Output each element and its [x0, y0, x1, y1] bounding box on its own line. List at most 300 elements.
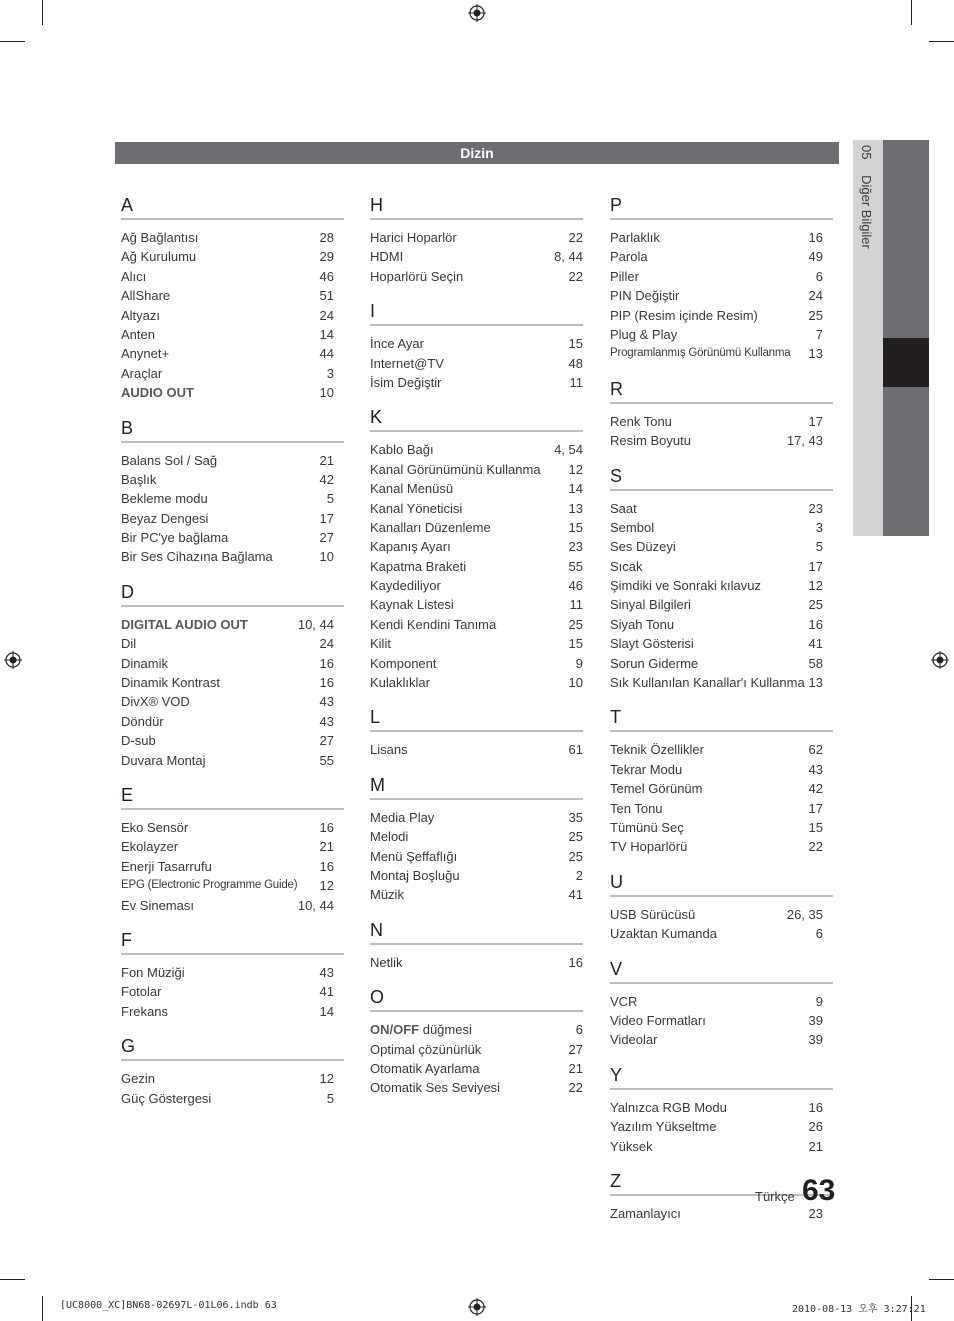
index-entry-page: 25 [568, 829, 583, 845]
index-entry-term [121, 383, 194, 402]
index-entry [610, 799, 823, 818]
index-entry-page: 4, 54 [554, 442, 583, 458]
index-entry-term: Sorun Giderme [610, 655, 699, 671]
index-entry-page: 42 [808, 781, 823, 797]
index-entry [370, 1040, 583, 1059]
index-entry-term: Zamanlayıcı [610, 1205, 681, 1221]
index-entry [610, 615, 823, 634]
index-entry [610, 673, 823, 692]
index-entry-term [121, 615, 248, 634]
index-column-3 [610, 192, 823, 1235]
index-entry-page: 5 [326, 491, 334, 507]
index-entry-page: 21 [808, 1138, 823, 1154]
index-entry [121, 228, 334, 247]
index-letter-heading: M [370, 772, 583, 800]
index-entry-page: 61 [568, 742, 583, 758]
index-entry [370, 1020, 583, 1039]
index-entry-page: 24 [319, 636, 334, 652]
index-entry-term: Sembol [610, 519, 655, 535]
index-entry-page: 15 [808, 819, 823, 835]
index-entry-term: Enerji Tasarrufu [121, 858, 212, 874]
index-entry-term: Ağ Bağlantısı [121, 230, 199, 245]
index-entry-page: 35 [568, 809, 583, 825]
index-entry [610, 344, 823, 363]
index-entry-term: HDMI [370, 249, 404, 265]
index-entry-term: Kulaklıklar [370, 675, 430, 691]
index-entry [610, 325, 823, 344]
index-entry-term: Ses Düzeyi [610, 539, 676, 555]
index-entry [370, 866, 583, 885]
index-entry-term: Bekleme modu [121, 491, 208, 507]
index-entry [370, 460, 583, 479]
index-entry [121, 982, 334, 1001]
index-entry-page: 12 [808, 578, 823, 594]
index-section [121, 1033, 334, 1108]
index-entry [610, 412, 823, 431]
index-entry [121, 654, 334, 673]
index-column-2 [370, 192, 583, 1110]
index-letter-heading: A [121, 192, 344, 220]
index-letter-heading: G [121, 1033, 344, 1061]
index-letter-heading: L [370, 704, 583, 732]
index-entry-page: 23 [808, 500, 823, 516]
index-entry-term: Kapatma Braketi [370, 558, 467, 574]
crop-mark [929, 41, 954, 42]
index-entry [370, 440, 583, 459]
index-entry [610, 537, 823, 556]
index-entry-page: 17 [808, 558, 823, 574]
index-entry-term: Altyazı [121, 307, 161, 323]
index-entry [121, 712, 334, 731]
index-entry-term: Tümünü Seç [610, 819, 684, 835]
index-letter-heading: H [370, 192, 583, 220]
index-entry [370, 576, 583, 595]
crop-mark [42, 1296, 43, 1321]
index-letter-heading: N [370, 917, 583, 945]
index-entry [121, 963, 334, 982]
index-entry-page: 16 [319, 675, 334, 691]
index-entry-page: 26, 35 [786, 906, 823, 922]
index-section [610, 1062, 823, 1156]
index-entry [121, 344, 334, 363]
index-entry [610, 228, 823, 247]
index-section [610, 376, 823, 451]
index-entry [121, 634, 334, 653]
index-entry [370, 615, 583, 634]
index-section [370, 984, 583, 1098]
index-entry [370, 847, 583, 866]
index-entry-term: Otomatik Ses Seviyesi [370, 1080, 501, 1096]
index-entry-term: Kilit [370, 636, 391, 652]
index-entry-page: 14 [568, 481, 583, 497]
index-section [121, 192, 334, 403]
index-entry-term-bold: AUDIO OUT [121, 385, 194, 401]
index-entry [610, 247, 823, 266]
index-letter-heading: K [370, 404, 583, 432]
index-entry-page: 23 [568, 539, 583, 555]
index-entry-page: 6 [815, 268, 823, 284]
index-entry [121, 267, 334, 286]
crop-mark [42, 0, 43, 25]
index-entry-page: 14 [319, 1003, 334, 1019]
registration-mark-icon [4, 651, 22, 669]
index-section [121, 927, 334, 1021]
index-entry-page: 16 [808, 616, 823, 632]
index-letter-heading: F [121, 927, 344, 955]
index-entry [121, 528, 334, 547]
index-entry [370, 673, 583, 692]
index-entry-page: 28 [319, 230, 334, 245]
index-letter-heading: O [370, 984, 583, 1012]
index-letter-heading: R [610, 376, 833, 404]
index-entry [610, 576, 823, 595]
chapter-title: Diğer Bilgiler [859, 175, 874, 249]
index-entry-term: Kapanış Ayarı [370, 539, 451, 555]
index-entry [121, 306, 334, 325]
footer-language: Türkçe [755, 1189, 795, 1204]
index-entry [121, 692, 334, 711]
index-entry [370, 499, 583, 518]
index-entry-term: Otomatik Ayarlama [370, 1060, 480, 1076]
index-entry-term: Menü Şeffaflığı [370, 848, 458, 864]
index-entry-term: Komponent [370, 655, 437, 671]
index-entry-term: Kanal Görünümünü Kullanma [370, 461, 541, 477]
index-entry-page: 10, 44 [297, 616, 334, 632]
index-entry-page: 17 [808, 800, 823, 816]
index-letter-heading: P [610, 192, 833, 220]
crop-mark [911, 0, 912, 25]
index-entry [121, 615, 334, 634]
index-entry-page: 2 [575, 867, 583, 883]
index-entry [121, 1069, 334, 1088]
crop-mark [0, 41, 25, 42]
index-entry [121, 364, 334, 383]
index-entry-term: VCR [610, 993, 638, 1009]
index-entry [121, 896, 334, 915]
index-entry-term: Ekolayzer [121, 839, 179, 855]
index-letter-heading: S [610, 463, 833, 491]
index-section [370, 298, 583, 392]
index-entry [610, 1137, 823, 1156]
index-entry [610, 634, 823, 653]
index-entry-page: 24 [319, 307, 334, 323]
index-entry [121, 247, 334, 266]
index-entry [370, 740, 583, 759]
index-entry-page: 7 [815, 326, 823, 342]
print-slug-file: [UC8000_XC]BN68-02697L-01L06.indb 63 [60, 1300, 277, 1311]
index-entry-term: Renk Tonu [610, 413, 672, 429]
index-entry-page: 15 [568, 519, 583, 535]
index-entry-term: Kaynak Listesi [370, 597, 454, 613]
index-entry-page: 27 [568, 1041, 583, 1057]
index-entry-page: 17, 43 [786, 433, 823, 449]
index-entry-term: Duvara Montaj [121, 752, 206, 768]
print-slug-timestamp: 2010-08-13 오후 3:27:21 [792, 1304, 926, 1315]
index-section [370, 704, 583, 759]
index-entry-page: 42 [319, 471, 334, 487]
index-entry [610, 740, 823, 759]
index-entry-page: 39 [808, 1032, 823, 1048]
chapter-tab-label [859, 145, 874, 249]
index-entry-page: 5 [326, 1090, 334, 1106]
index-letter-heading: U [610, 869, 833, 897]
index-entry-page: 12 [319, 878, 334, 894]
index-entry-page: 55 [568, 558, 583, 574]
index-entry [121, 673, 334, 692]
index-entry-page: 41 [808, 636, 823, 652]
index-entry [121, 837, 334, 856]
index-entry-term: Harici Hoparlör [370, 230, 457, 245]
index-entry-term: İsim Değiştir [370, 374, 442, 390]
index-entry [121, 1089, 334, 1108]
registration-mark-icon [468, 4, 486, 22]
index-section [370, 404, 583, 692]
index-section [121, 415, 334, 567]
index-entry [121, 509, 334, 528]
index-entry-term: TV Hoparlörü [610, 839, 688, 855]
index-entry-term: Slayt Gösterisi [610, 636, 694, 652]
index-entry-term: Hoparlörü Seçin [370, 268, 464, 284]
index-entry-page: 22 [568, 1080, 583, 1096]
index-letter-heading: V [610, 956, 833, 984]
index-entry [121, 751, 334, 770]
index-entry-page: 15 [568, 636, 583, 652]
index-entry-term: Başlık [121, 471, 157, 487]
index-entry [370, 373, 583, 392]
index-entry-term: Siyah Tonu [610, 616, 675, 632]
index-entry-page: 11 [569, 374, 583, 390]
index-entry-term: Anten [121, 326, 155, 342]
index-entry-page: 13 [808, 675, 823, 691]
index-section [610, 192, 823, 364]
index-entry-term: Yüksek [610, 1138, 653, 1154]
index-entry-term: Montaj Boşluğu [370, 867, 460, 883]
index-entry-term: Kanalları Düzenleme [370, 519, 491, 535]
index-entry-page: 27 [319, 530, 334, 546]
index-entry [610, 306, 823, 325]
index-entry-term: Dinamik [121, 655, 168, 671]
page-number: 63 [802, 1174, 836, 1207]
index-section [610, 463, 823, 693]
index-entry [370, 354, 583, 373]
index-entry-page: 13 [568, 500, 583, 516]
index-entry-page: 43 [319, 713, 334, 729]
index-entry [610, 779, 823, 798]
index-entry [370, 1078, 583, 1097]
index-section [610, 956, 823, 1050]
index-entry-page: 15 [568, 336, 583, 352]
index-entry-page: 49 [808, 249, 823, 265]
index-entry-page: 9 [575, 655, 583, 671]
page-title: Dizin [115, 142, 839, 164]
index-entry-term: Bir PC'ye bağlama [121, 530, 229, 546]
index-entry [121, 470, 334, 489]
index-entry [370, 334, 583, 353]
index-entry-page: 12 [319, 1071, 334, 1087]
index-entry-page: 3 [815, 519, 823, 535]
index-entry [370, 518, 583, 537]
index-letter-heading: Y [610, 1062, 833, 1090]
index-entry [121, 451, 334, 470]
index-entry-term: Fotolar [121, 984, 162, 1000]
index-entry-page: 16 [319, 655, 334, 671]
index-entry-page: 25 [808, 307, 823, 323]
index-entry-term: Gezin [121, 1071, 155, 1087]
index-entry-page: 11 [569, 597, 583, 613]
index-letter-heading: D [121, 579, 344, 607]
index-entry-term: Kendi Kendini Tanıma [370, 616, 497, 632]
index-entry-term: İnce Ayar [370, 336, 424, 352]
index-entry [121, 818, 334, 837]
index-entry-term: Temel Görünüm [610, 781, 703, 797]
index-entry [610, 1098, 823, 1117]
index-entry [121, 325, 334, 344]
index-entry-page: 16 [319, 819, 334, 835]
index-entry-page: 9 [815, 993, 823, 1009]
index-entry-term: Beyaz Dengesi [121, 510, 209, 526]
index-entry-term: Kablo Bağı [370, 442, 434, 458]
index-entry-term: Anynet+ [121, 346, 170, 362]
index-entry-term: Melodi [370, 829, 409, 845]
index-entry-term: Sık Kullanılan Kanallar'ı Kullanma [610, 675, 805, 691]
index-entry-page: 43 [808, 761, 823, 777]
index-entry [370, 479, 583, 498]
index-entry-term: PIN Değiştir [610, 288, 680, 304]
index-entry [121, 731, 334, 750]
index-entry-page: 16 [808, 230, 823, 245]
index-entry-term: USB Sürücüsü [610, 906, 696, 922]
index-entry-term: Dil [121, 636, 137, 652]
index-entry-page: 25 [808, 597, 823, 613]
index-entry-page: 26 [808, 1119, 823, 1135]
index-entry-page: 48 [568, 355, 583, 371]
index-entry [121, 547, 334, 566]
index-entry-term: Optimal çözünürlük [370, 1041, 482, 1057]
index-entry-term: Ağ Kurulumu [121, 249, 197, 265]
index-letter-heading: E [121, 782, 344, 810]
index-entry-term: Netlik [370, 954, 403, 970]
index-entry [370, 654, 583, 673]
index-entry [610, 837, 823, 856]
index-entry-term: Videolar [610, 1032, 658, 1048]
index-section [370, 192, 583, 286]
index-entry-term: Fon Müziği [121, 964, 185, 980]
index-entry-page: 41 [568, 887, 583, 903]
index-entry-term: Programlanmış Görünümü Kullanma [610, 347, 791, 360]
index-entry-page: 17 [319, 510, 334, 526]
index-entry-term: Piller [610, 268, 639, 284]
index-entry [610, 905, 823, 924]
index-letter-heading: B [121, 415, 344, 443]
index-entry-page: 16 [808, 1099, 823, 1115]
index-entry-page: 39 [808, 1012, 823, 1028]
index-entry-term: Sıcak [610, 558, 643, 574]
index-entry [121, 286, 334, 305]
index-entry-term-bold: DIGITAL AUDIO OUT [121, 616, 248, 632]
index-entry [370, 634, 583, 653]
index-entry-term: Internet@TV [370, 355, 444, 371]
index-entry-page: 12 [568, 461, 583, 477]
index-entry-page: 44 [319, 346, 334, 362]
index-entry-term: Lisans [370, 742, 408, 758]
index-section [610, 869, 823, 944]
index-entry-term: Parlaklık [610, 230, 660, 245]
index-entry-page: 10 [568, 675, 583, 691]
index-entry-term: DivX® VOD [121, 694, 190, 710]
index-entry-page: 8, 44 [554, 249, 583, 265]
index-column-1 [121, 192, 334, 1120]
index-entry [610, 992, 823, 1011]
index-entry-term: EPG (Electronic Programme Guide) [121, 879, 298, 892]
index-entry [610, 595, 823, 614]
index-entry [370, 827, 583, 846]
index-entry-page: 10, 44 [297, 897, 334, 913]
index-letter-heading: T [610, 704, 833, 732]
index-entry-page: 22 [568, 268, 583, 284]
index-entry-page: 21 [319, 452, 334, 468]
index-entry-term: Sinyal Bilgileri [610, 597, 691, 613]
index-entry [370, 1059, 583, 1078]
index-entry-term: Uzaktan Kumanda [610, 926, 717, 942]
index-entry [610, 557, 823, 576]
index-entry-page: 13 [808, 346, 823, 362]
index-entry-page: 22 [568, 230, 583, 245]
index-entry-term: ON/OFF düğmesi [370, 1022, 472, 1038]
index-entry-page: 16 [319, 858, 334, 874]
index-entry-term: Şimdiki ve Sonraki kılavuz [610, 578, 761, 594]
index-entry-term: Video Formatları [610, 1012, 706, 1028]
chapter-tab-marker [883, 338, 929, 387]
index-entry-term: Kaydediliyor [370, 578, 441, 594]
index-entry [370, 557, 583, 576]
index-entry-term: Resim Boyutu [610, 433, 691, 449]
index-entry-term: Teknik Özellikler [610, 742, 704, 758]
index-entry-term: Saat [610, 500, 637, 516]
index-entry-term: Kanal Yöneticisi [370, 500, 463, 516]
index-entry-term: Müzik [370, 887, 404, 903]
index-entry-term: Balans Sol / Sağ [121, 452, 218, 468]
index-entry-page: 25 [568, 848, 583, 864]
index-entry [610, 1011, 823, 1030]
index-entry-page: 43 [319, 964, 334, 980]
index-entry [121, 857, 334, 876]
index-entry [121, 1002, 334, 1021]
index-entry-page: 21 [568, 1060, 583, 1076]
index-entry-page: 24 [808, 288, 823, 304]
index-entry [610, 518, 823, 537]
registration-mark-icon [931, 651, 949, 669]
index-entry [370, 228, 583, 247]
index-entry [610, 760, 823, 779]
index-entry [370, 537, 583, 556]
index-entry [610, 431, 823, 450]
index-entry [610, 924, 823, 943]
index-entry-page: 6 [815, 926, 823, 942]
index-entry [610, 1204, 823, 1223]
index-entry [121, 489, 334, 508]
index-entry [610, 654, 823, 673]
index-entry-page: 5 [815, 539, 823, 555]
index-entry [610, 818, 823, 837]
index-entry-page: 41 [319, 984, 334, 1000]
crop-mark [929, 1279, 954, 1280]
index-entry [370, 953, 583, 972]
index-entry-page: 23 [808, 1205, 823, 1221]
index-entry [610, 267, 823, 286]
index-entry-page: 10 [319, 385, 334, 401]
index-entry [610, 286, 823, 305]
crop-mark [0, 1279, 25, 1280]
